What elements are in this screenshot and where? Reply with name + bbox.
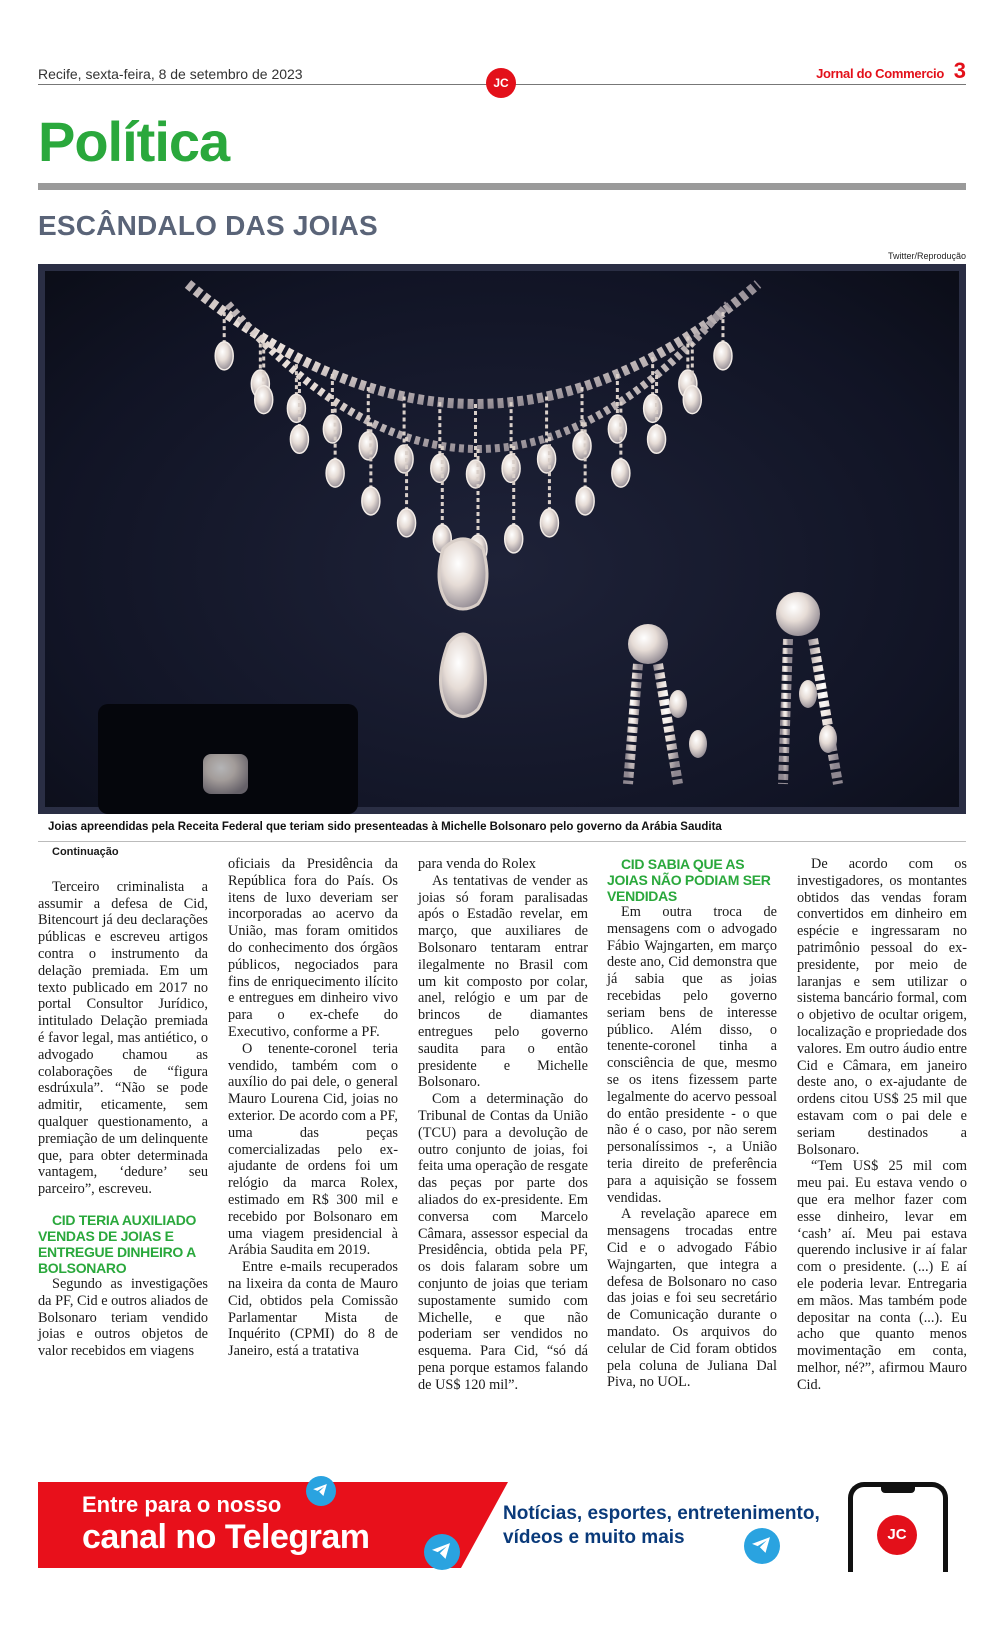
necklace-strand-upper [188,284,758,404]
necklace-drop [644,394,662,422]
necklace-drop [573,432,591,460]
necklace-drop [215,342,233,370]
center-pendant [441,634,486,717]
section-rule [38,183,966,190]
photo-caption [38,814,966,842]
paragraph: As tentativas de vender as joias só foram paralisadas após o Estadão revelar, em março, que auxiliares de Bolsonaro tentaram entrar ilegalmente no Brasil com um kit composto por colar, anel, relógio e um par de brincos de diamantes entregues pelo governo saudita para o então presidente e Michelle Bolsonaro. [418,872,588,1091]
kicker-headline: ESCÂNDALO DAS JOIAS [38,210,378,241]
necklace-drop [290,425,308,453]
necklace-drop [467,460,485,488]
article-column-3 [418,856,588,1394]
paragraph: A revelação aparece em mensagens trocadas entre Cid e o advogado Fábio Wajngarten, que integra a defesa de Bolsonaro no caso das joias e foi seu secretário de Comunicação durante o mandato. Os arquivos do celular de Cid foram obtidos pela coluna de Juliana Dal Piva, no UOL. [607,1206,777,1391]
paragraph: Em outra troca de mensagens com o advogado Fábio Wajngarten, em março deste ano, Cid demonstra que já sabia que as joias recebidas pelo governo seriam bens de interesse público. Além disso, o tenente-coronel tinha a consciência de que, mesmo se os itens fizessem parte legalmente do acervo pessoal do então presidente - o que não é o caso, por não serem personalíssimos -, a União teria direito de preferência para a aquisição se fossem vendidas. [607,904,777,1206]
paragraph: “Tem US$ 25 mil com meu pai. Eu estava vendo o que era melhor fazer com esse dinheiro, levar em ‘cash’ aí. Meu pai estava querendo inclusive ir aí falar com o presidente. (...) E aí ele poderia levar. Entregaria em mãos. Mas também pode depositar na conta (...). Eu acho que quanto menos movimentação em conta, melhor, né?”, afirmou Mauro Cid. [797,1158,967,1393]
necklace-drop [431,454,449,482]
article-column-2 [228,856,398,1360]
necklace-drop [576,487,594,515]
paragraph: Segundo as investigações da PF, Cid e outros aliados de Bolsonaro teriam vendido joias e outros objetos de valor recebidos em viagens [38,1275,209,1360]
page-header [38,58,966,88]
paragraph: De acordo com os investigadores, os montantes obtidos das vendas foram convertidos em dinheiro em espécie e ingressaram no patrimônio pessoal do ex-presidente, por meio de laranjas e sem utilizar o sistema bancário formal, com o objetivo de ocultar origem, localização e propriedade dos valores. Em outro áudio entre Cid e Câmara, em janeiro deste ano, o ex-ajudante de ordens citou US$ 25 mil que estavam com o pai dele e seriam destinados a Bolsonaro. [797,856,967,1158]
continuation-label: Continuação [52,846,119,858]
paragraph: para venda do Rolex [418,856,536,872]
page-number: 3 [953,58,966,83]
necklace-drop [362,487,380,515]
necklace-drop [326,459,344,487]
necklace-drop [540,509,558,537]
phone-icon [848,1482,948,1572]
phone-notch [881,1487,915,1493]
earring-left [628,624,707,784]
necklace-drop [505,525,523,553]
article-column-1 [38,846,209,1360]
necklace-drop [714,342,732,370]
ad-line-2: canal no Telegram [82,1518,370,1556]
necklace-drop [608,415,626,443]
paragraph: Entre e-mails recuperados na lixeira da conta de Mauro Cid, obtidos pela Comissão Parlamentar Mista de Inquérito (CPMI) do 8 de Janeiro, está a tratativa [228,1259,398,1360]
article-column-4 [607,856,777,1391]
paragraph: O tenente-coronel teria vendido, também com o auxílio do pai dele, o general Mauro Lourena Cid, joias no exterior. De acordo com a PF, uma das peças comercializadas pelo ex-ajudante de ordens foi um relógio da marca Rolex, estimado em R$ 300 mil e recebido por Bolsonaro em uma viagem presidencial à Arábia Saudita em 2019. [228,1040,398,1259]
necklace-drop [398,509,416,537]
telegram-icon [424,1534,460,1570]
upper-pendant [439,539,487,609]
dateline: Recife, sexta-feira, 8 de setembro de 2023 [38,66,303,82]
necklace-drop [255,386,273,414]
ad-tagline: Notícias, esportes, entretenimento, vídeos e muito mais [503,1503,820,1548]
jewelry-illustration [38,264,966,814]
caption-text: Joias apreendidas pela Receita Federal que teriam sido presenteadas à Michelle Bolsonaro pelo governo da Arábia Saudita [48,821,722,833]
telegram-icon [306,1476,336,1506]
paragraph: oficiais da Presidência da República fora do País. Os itens de luxo deveriam ser incorporadas ao acervo da União, mas foram omitidos do conhecimento dos órgãos públicos, negociados para fins de enriquecimento ilícito e entregues em dinheiro vivo para o ex-chefe do Executivo, conforme a PF. [228,856,398,1040]
paper-name: Jornal do Commercio [816,66,944,81]
telegram-ad-banner[interactable] [38,1482,966,1568]
article-column-5 [797,856,967,1394]
jewelry-photo [38,264,966,814]
jc-app-logo: JC [877,1515,917,1555]
section-title: Política [38,110,230,173]
photo-credit: Twitter/Reprodução [887,251,966,261]
jc-logo: JC [486,68,516,98]
earring-right [776,592,838,784]
necklace-drop [683,386,701,414]
necklace-drop [538,445,556,473]
necklace-drop [359,432,377,460]
necklace-drop [612,459,630,487]
necklace-drop [323,415,341,443]
ring [203,754,248,794]
subheading: CID TERIA AUXILIADO VENDAS DE JOIAS E ENTREGUE DINHEIRO A BOLSONARO [38,1211,197,1276]
paragraph: Com a determinação do Tribunal de Contas da União (TCU) para a devolução de outro conjunto de joias, foi feita uma operação de resgate das peças por parte dos aliados do ex-presidente. Em conversa com Marcelo Câmara, assessor especial da Presidência, obtida pela PF, os dois falaram sobre um conjunto de joias que teriam supostamente sumido com Michelle, e que não poderiam ser vendidos no esquema. Para Cid, “só dá pena porque estamos falando de US$ 120 mil”. [418,1091,588,1393]
necklace-drop [502,454,520,482]
paragraph: Terceiro criminalista a assumir a defesa de Cid, Bitencourt já deu declarações públicas e escreveu artigos contra o instrumento da delação premiada. Em um texto publicado em 2017 no portal Consultor Jurídico, intitulado Delação premiada é favor legal, mas antiético, o advogado chamou as colaborações de “figura esdrúxula”. “Não se pode admitir, eticamente, sem qualquer questionamento, a premiação de um delinquente que, para obter determinada vantagem, ‘dedure’ seu parceiro”, escreveu. [38,878,208,1198]
necklace-drop [648,425,666,453]
ad-line-1: Entre para o nosso [82,1492,282,1517]
telegram-icon [744,1528,780,1564]
subheading: CID SABIA QUE AS JOIAS NÃO PODIAM SER VENDIDAS [607,856,771,904]
necklace-drop [287,394,305,422]
necklace-drop [395,445,413,473]
